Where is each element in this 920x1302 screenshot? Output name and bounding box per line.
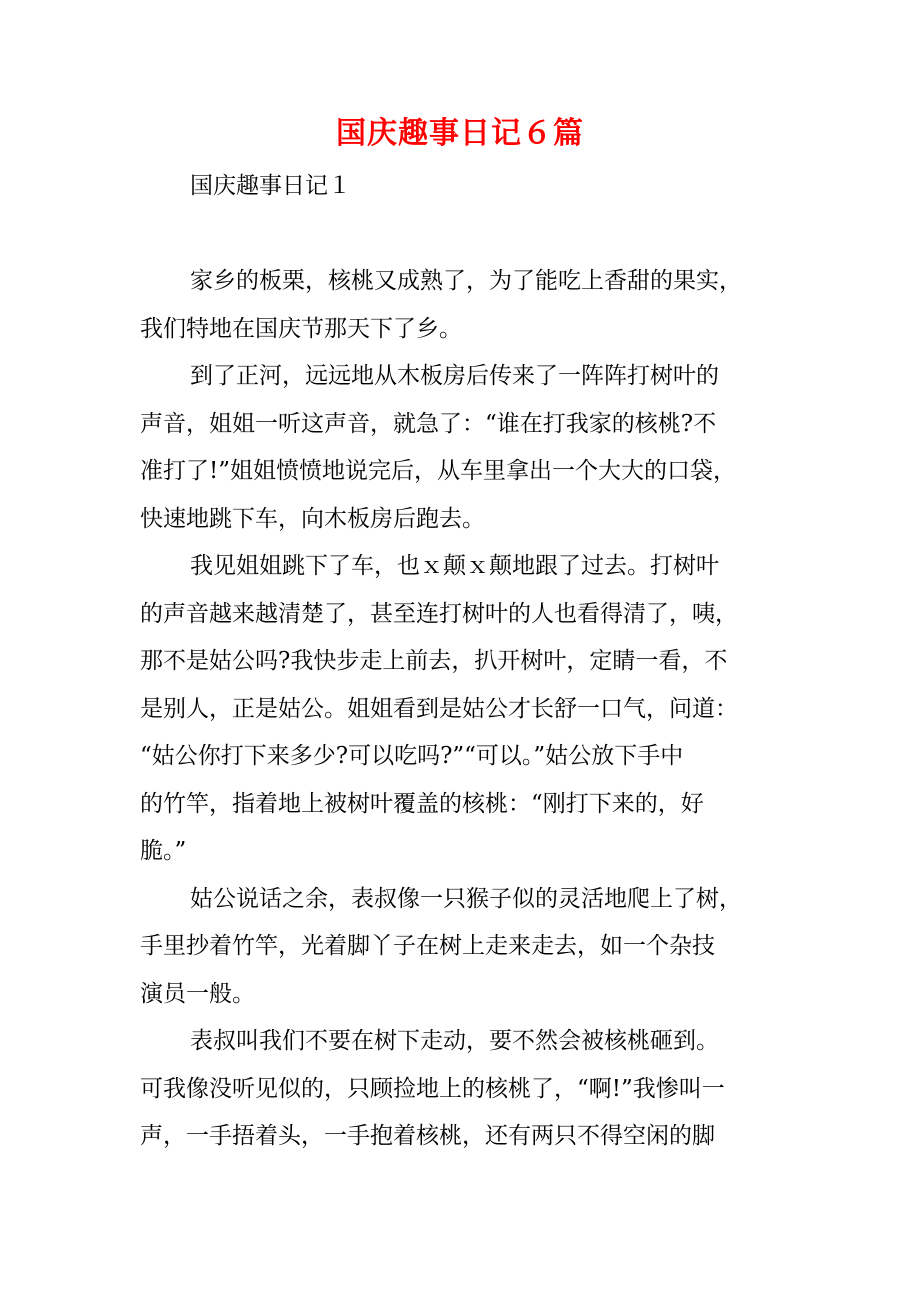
text-line: 声，一手捂着头，一手抱着核桃，还有两只不得空闲的脚 — [140, 1123, 715, 1149]
text-line: 是别人，正是姑公。姐姐看到是姑公才长舒一口气，问道： — [140, 695, 738, 722]
text-line: “姑公你打下来多少?可以吃吗?”“可以。”姑公放下手中 — [140, 743, 684, 769]
section-heading: 国庆趣事日记１ — [190, 173, 351, 199]
paragraph-2 — [140, 353, 790, 543]
text-line: 表叔叫我们不要在树下走动，要不然会被核桃砸到。 — [190, 1028, 719, 1054]
text-line: 脆。” — [140, 838, 187, 864]
text-line: 的竹竿，指着地上被树叶覆盖的核桃：“刚打下来的，好 — [140, 790, 704, 817]
text-line: 可我像没听见似的，只顾捡地上的核桃了，“啊!”我惨叫一 — [140, 1075, 725, 1102]
text-line: 手里抄着竹竿，光着脚丫子在树上走来走去，如一个杂技 — [140, 933, 715, 959]
text-line: 家乡的板栗，核桃又成熟了，为了能吃上香甜的果实， — [190, 268, 742, 294]
text-line: 到了正河，远远地从木板房后传来了一阵阵打树叶的 — [190, 363, 719, 389]
text-line: 我们特地在国庆节那天下了乡。 — [140, 315, 462, 342]
text-line: 快速地跳下车，向木板房后跑去。 — [140, 505, 485, 532]
text-line: 姑公说话之余，表叔像一只猴子似的灵活地爬上了树， — [190, 885, 742, 912]
text-line: 我见姐姐跳下了车，也ｘ颠ｘ颠地跟了过去。打树叶 — [190, 553, 719, 579]
text-line: 那不是姑公吗?我快步走上前去，扒开树叶，定睛一看，不 — [140, 648, 728, 674]
text-line: 的声音越来越清楚了，甚至连打树叶的人也看得清了，咦， — [140, 600, 738, 627]
document-body — [140, 258, 790, 1161]
document-title: 国庆趣事日记６篇 — [336, 116, 584, 151]
paragraph-4 — [140, 876, 790, 1019]
paragraph-5 — [140, 1018, 790, 1161]
paragraph-3 — [140, 543, 790, 876]
text-line: 声音，姐姐一听这声音，就急了：“谁在打我家的核桃?不 — [140, 410, 717, 437]
text-line: 演员一般。 — [140, 980, 255, 1007]
text-line: 准打了!”姐姐愤愤地说完后，从车里拿出一个大大的口袋， — [140, 458, 737, 484]
paragraph-1 — [140, 258, 790, 353]
